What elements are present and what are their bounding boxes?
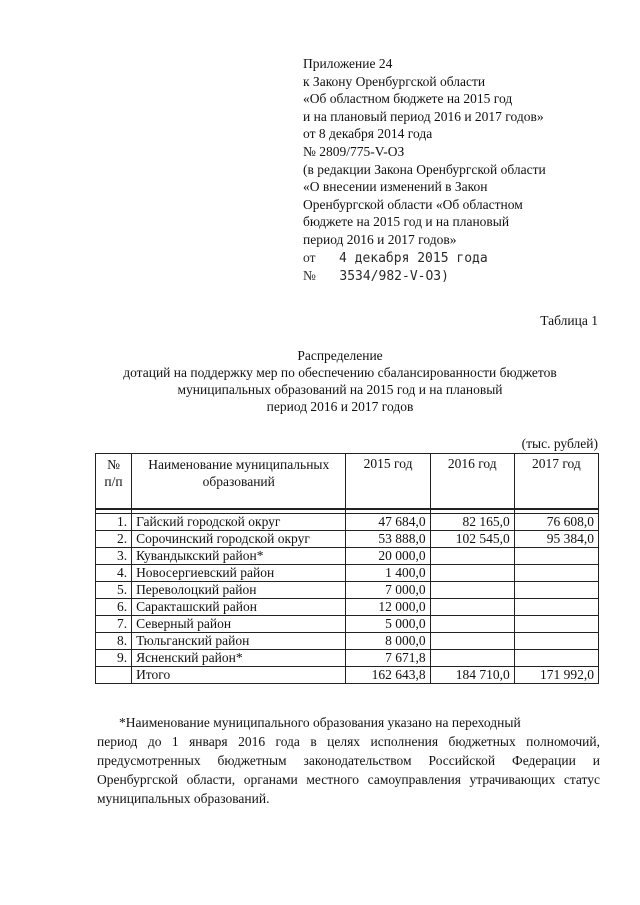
- row-2017: [514, 599, 598, 616]
- footnote: [97, 713, 600, 808]
- title-line: муниципальных образований на 2015 год и на плановый: [177, 382, 503, 397]
- table-label: Таблица 1: [540, 313, 598, 328]
- row-2016: [430, 565, 514, 582]
- header-name: [132, 454, 346, 510]
- appendix-line: период 2016 и 2017 годов»: [303, 231, 457, 247]
- row-number: 6.: [96, 599, 132, 616]
- appendix-line: от 8 декабря 2014 года: [303, 126, 433, 142]
- amendment-date: [303, 249, 633, 268]
- row-2016: [430, 650, 514, 667]
- row-2015: 5 000,0: [346, 616, 430, 633]
- row-2015: 47 684,0: [346, 514, 430, 531]
- row-2016: [430, 548, 514, 565]
- appendix-line: и на плановый период 2016 и 2017 годов»: [303, 108, 544, 124]
- appendix-header: [303, 55, 633, 286]
- total-row: [96, 667, 599, 684]
- table-row: [96, 548, 599, 565]
- row-2017: 95 384,0: [514, 531, 598, 548]
- appendix-line: «Об областном бюджете на 2015 год: [303, 91, 513, 107]
- row-number: 9.: [96, 650, 132, 667]
- document-title: [90, 347, 590, 415]
- row-2016: 102 545,0: [430, 531, 514, 548]
- row-2016: [430, 616, 514, 633]
- header-2017: 2017 год: [514, 454, 598, 510]
- row-2016: [430, 582, 514, 599]
- row-2017: [514, 633, 598, 650]
- header-2016: 2016 год: [430, 454, 514, 510]
- row-2017: [514, 650, 598, 667]
- number-stamp: 3534/982-V-ОЗ): [339, 269, 449, 285]
- appendix-line: № 2809/775-V-ОЗ: [303, 143, 405, 159]
- row-name: Тюльганский район: [132, 633, 346, 650]
- row-name: Сорочинский городской округ: [132, 531, 346, 548]
- total-2016: 184 710,0: [430, 667, 514, 684]
- footnote-line1: *Наименование муниципального образования указано на переходный: [119, 715, 521, 730]
- row-2017: [514, 616, 598, 633]
- amendment-number: [303, 267, 633, 286]
- row-number: 8.: [96, 633, 132, 650]
- row-2015: 7 671,8: [346, 650, 430, 667]
- row-2015: 20 000,0: [346, 548, 430, 565]
- row-2016: [430, 599, 514, 616]
- row-2017: 76 608,0: [514, 514, 598, 531]
- row-2015: 8 000,0: [346, 633, 430, 650]
- row-number: 3.: [96, 548, 132, 565]
- row-number: 7.: [96, 616, 132, 633]
- row-2015: 7 000,0: [346, 582, 430, 599]
- table-row: [96, 616, 599, 633]
- table-row: [96, 633, 599, 650]
- row-number: 5.: [96, 582, 132, 599]
- row-2015: 53 888,0: [346, 531, 430, 548]
- row-2016: 82 165,0: [430, 514, 514, 531]
- header-name-line1: Наименование муниципальных: [148, 457, 330, 472]
- table-row: [96, 565, 599, 582]
- appendix-line: Приложение 24: [303, 56, 393, 71]
- total-2015: 162 643,8: [346, 667, 430, 684]
- table-row: [96, 514, 599, 531]
- title-line: дотаций на поддержку мер по обеспечению сбалансированности бюджетов: [123, 365, 557, 380]
- appendix-line: к Закону Оренбургской области: [303, 73, 486, 89]
- total-label: Итого: [132, 667, 346, 684]
- header-number-line1: №: [107, 457, 120, 472]
- row-name: Переволоцкий район: [132, 582, 346, 599]
- row-number: 1.: [96, 514, 132, 531]
- header-2015: 2015 год: [346, 454, 430, 510]
- distribution-table: [95, 453, 599, 684]
- row-name: Кувандыкский район*: [132, 548, 346, 565]
- units-label: (тыс. рублей): [521, 436, 598, 451]
- row-name: Северный район: [132, 616, 346, 633]
- total-2017: 171 992,0: [514, 667, 598, 684]
- title-line: период 2016 и 2017 годов: [266, 399, 414, 414]
- header-number-line2: п/п: [104, 474, 123, 489]
- appendix-line: (в редакции Закона Оренбургской области: [303, 161, 546, 177]
- row-name: Гайский городской округ: [132, 514, 346, 531]
- row-2017: [514, 548, 598, 565]
- total-num-cell: [96, 667, 132, 684]
- appendix-line: Оренбургской области «Об областном: [303, 196, 523, 212]
- row-number: 2.: [96, 531, 132, 548]
- row-name: Саракташский район: [132, 599, 346, 616]
- table-header-row: [96, 454, 599, 510]
- appendix-line: бюджете на 2015 год и на плановый: [303, 214, 510, 230]
- table-row: [96, 650, 599, 667]
- header-number: [96, 454, 132, 510]
- date-stamp: 4 декабря 2015 года: [338, 250, 488, 266]
- title-line: Распределение: [297, 348, 383, 363]
- row-2017: [514, 565, 598, 582]
- number-prefix: №: [303, 268, 316, 284]
- table-row: [96, 582, 599, 599]
- appendix-line: «О внесении изменений в Закон: [303, 179, 488, 195]
- row-2016: [430, 633, 514, 650]
- table-row: [96, 531, 599, 548]
- row-name: Ясненский район*: [132, 650, 346, 667]
- footnote-rest: период до 1 января 2016 года в целях исполнения бюджетных полномочий, предусмотренных бюджетным законодательством Российской Федерации и Оренбургской области, органами местного самоуправления утрачивающих статус муниципальных образований.: [97, 734, 600, 806]
- table-row: [96, 599, 599, 616]
- row-name: Новосергиевский район: [132, 565, 346, 582]
- row-2017: [514, 582, 598, 599]
- row-2015: 1 400,0: [346, 565, 430, 582]
- date-prefix: от: [303, 249, 316, 265]
- row-number: 4.: [96, 565, 132, 582]
- header-name-line2: образований: [202, 474, 275, 489]
- row-2015: 12 000,0: [346, 599, 430, 616]
